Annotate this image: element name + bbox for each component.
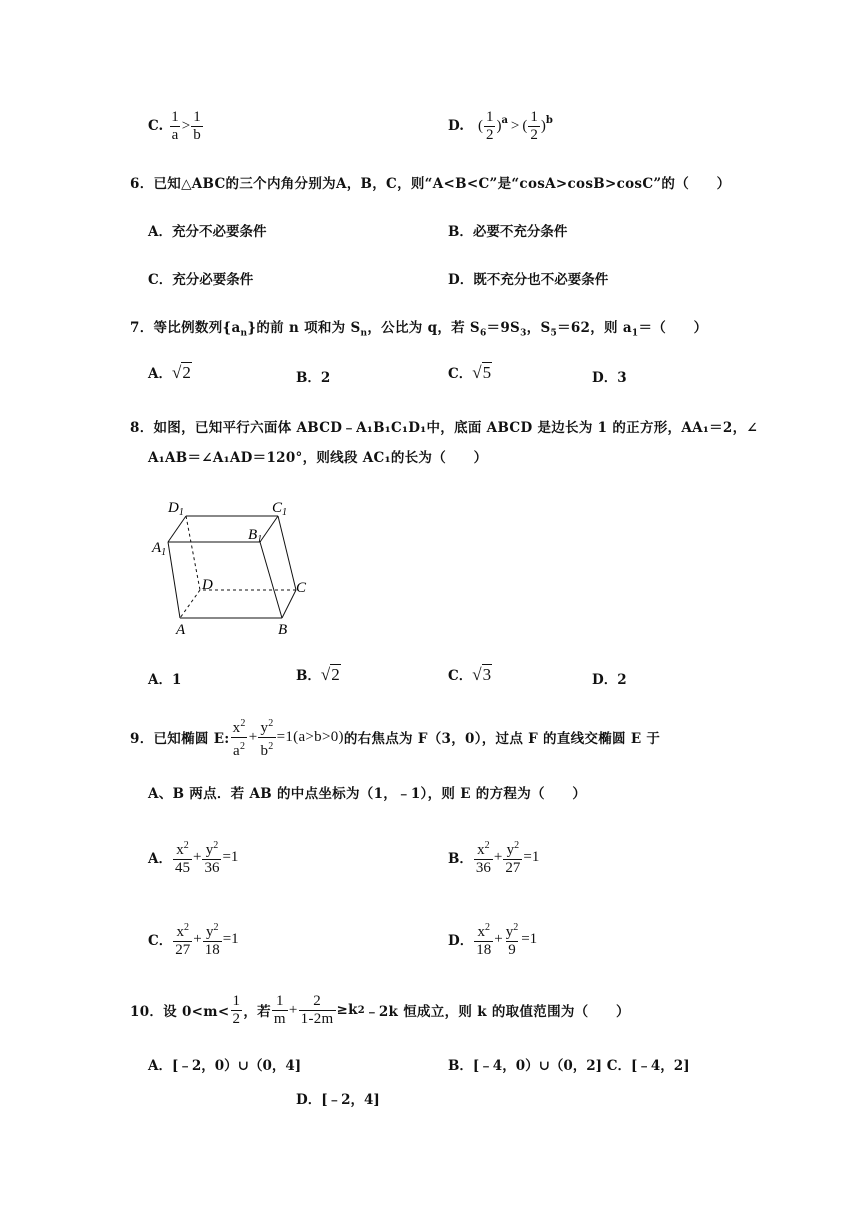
q8-option-a: A．1	[148, 672, 182, 688]
sqrt: √5	[472, 363, 492, 382]
q9-option-d: D． $\frac{x^2}{18}$ + $\frac{y^2}{9}$ =1	[448, 922, 538, 958]
q8-question-line1: 8．如图，已知平行六面体 ABCD﹣A₁B₁C₁D₁中，底面 ABCD 是边长为 1 的正方形，AA₁＝2，∠	[130, 420, 759, 436]
q8-option-d: D．2	[592, 672, 627, 688]
fraction: $\frac{1}{2}$	[485, 108, 494, 143]
edge	[260, 516, 278, 542]
fraction: $\frac{1}{a}$	[171, 108, 179, 143]
label-a1: $A_1$	[152, 540, 167, 558]
q9-option-b: B． $\frac{x^2}{36}$ + $\frac{y^2}{27}$ =1	[448, 840, 540, 876]
option-label: C.	[148, 118, 164, 134]
q9-question-line1: 9．已知椭圆 E: $\frac{x^2}{a^2}$ + $\frac{y^2}{b^2}$ =1(a>b>0) 的右焦点为 F（3，0），过点 F 的直线交椭圆 E 于	[130, 712, 660, 762]
q5-option-c: C. $\frac{1}{a}$ > $\frac{1}{b}$	[148, 108, 201, 143]
fraction: $\frac{1}{b}$	[193, 108, 201, 143]
q5-option-d: D. ( $\frac{1}{2}$ ) a > ( $\frac{1}{2}$ ) b	[448, 108, 553, 143]
q6-option-c: C．充分必要条件	[148, 272, 254, 288]
q6-question: 6．已知△ABC的三个内角分别为A，B，C，则“A<B<C”是“cosA>cosB>cosC”的（ ）	[130, 176, 731, 192]
sqrt: √3	[472, 665, 492, 684]
fraction: $\frac{1}{2}$	[530, 108, 538, 143]
label-d: D	[202, 577, 213, 593]
hidden-edge	[186, 516, 200, 590]
q7-option-b: B．2	[296, 370, 331, 386]
q7-option-d: D．3	[592, 370, 627, 386]
q9-option-a: A． $\frac{x^2}{45}$ + $\frac{y^2}{36}$ =1	[148, 840, 239, 876]
q9-option-c: C． $\frac{x^2}{27}$ + $\frac{y^2}{18}$ =1	[148, 922, 239, 958]
q8-option-b: B．√2	[296, 665, 340, 684]
q10-question: 10．设 0<m< $\frac{1}{2}$ ，若 $\frac{1}{m}$ + $\frac{2}{1-2m}$ ≥k 2 ﹣2k 恒成立，则 k 的取值范围为（ ）	[130, 992, 630, 1027]
q8-option-c: C．√3	[448, 665, 492, 684]
q6-option-d: D．既不充分也不必要条件	[448, 272, 609, 288]
q10-option-b-c: B．[﹣4，0）∪（0，2] C．[﹣4，2]	[448, 1058, 690, 1074]
q7-question: 7．等比例数列$\{a_n\}$的前 n 项和为 $S_n$，公比为 q，若 $S_6=9S_3$，$S_5=62$，则 $a_1=$（ ）	[130, 320, 708, 339]
label-b1: $B_1$	[248, 527, 263, 545]
parallelepiped-figure	[140, 492, 330, 642]
edge	[168, 516, 186, 542]
q6-option-a: A．充分不必要条件	[148, 224, 267, 240]
edge	[282, 590, 296, 618]
label-c: C	[296, 580, 307, 596]
edge	[278, 516, 296, 590]
q7-option-c: C．√5	[448, 363, 492, 382]
q9-question-line2: A、B 两点．若 AB 的中点坐标为（1，﹣1），则 E 的方程为（ ）	[148, 786, 587, 802]
sqrt: √2	[320, 665, 340, 684]
label-a: A	[176, 622, 186, 638]
fraction: $\frac{x^2}{a^2}$	[232, 717, 246, 759]
edge	[260, 542, 282, 618]
label-d1: $D_1$	[168, 500, 184, 518]
q6-option-b: B．必要不充分条件	[448, 224, 568, 240]
edge	[168, 542, 180, 618]
label-b: B	[278, 622, 288, 638]
q7-option-a: A．√2	[148, 363, 191, 382]
q10-option-d: D．[﹣2，4]	[296, 1092, 380, 1108]
sqrt: √2	[171, 363, 191, 382]
fraction: $\frac{y^2}{b^2}$	[260, 717, 274, 759]
q8-question-line2: A₁AB＝∠A₁AD＝120°，则线段 AC₁的长为（ ）	[148, 450, 488, 466]
option-label: D.	[448, 118, 464, 134]
q10-option-a: A．[﹣2，0）∪（0，4]	[148, 1058, 302, 1074]
hidden-edge	[180, 590, 200, 618]
label-c1: $C_1$	[272, 500, 288, 518]
